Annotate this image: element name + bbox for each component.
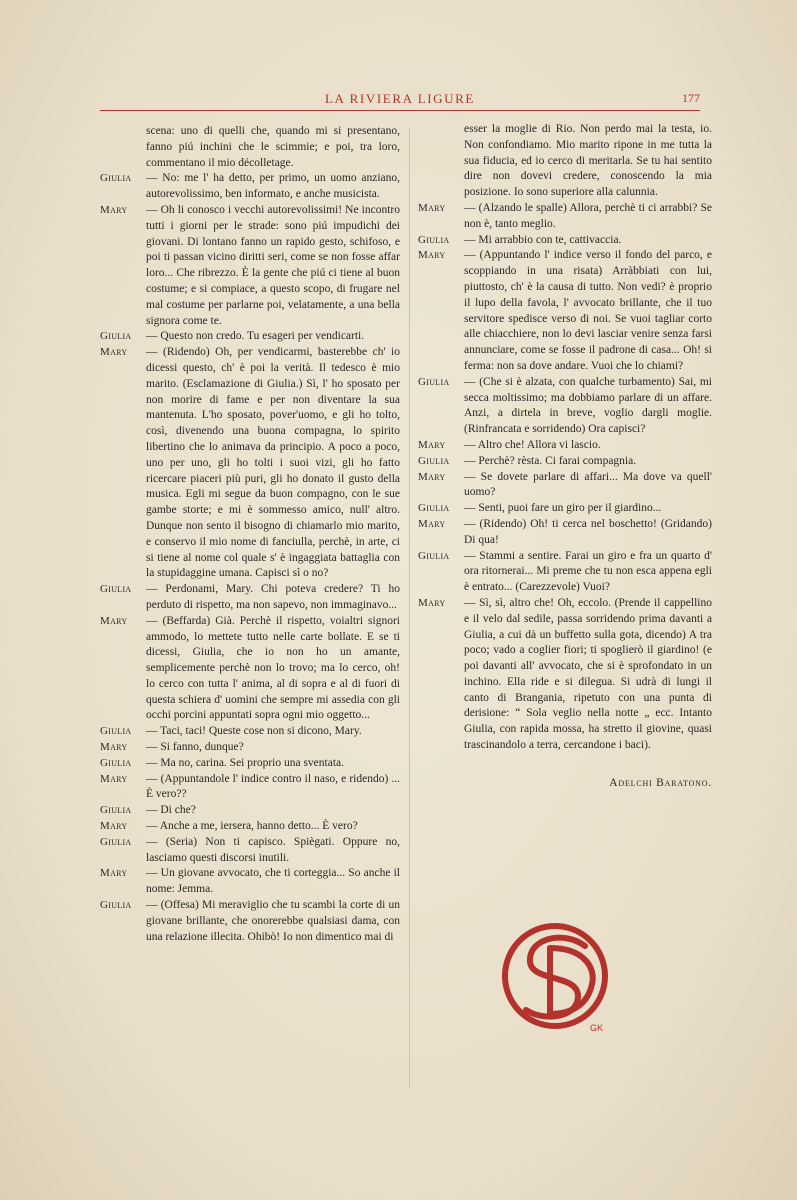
speech-text: — Sì, sì, altro che! Oh, eccolo. (Prende il cappellino e il velo dal sedile, passa sorridendo prima davanti a Giulia, a cui dà un buffetto sulla gota, dicendo) A tra poco; vado a coglier fiori; ti spoglierò il giardino! (e poi davanti all' avvocato, che si è sprofondato in un inchino. Ella ride e si dilegua. Si udrà di lungi il canto di Brangania, ripetuto con una punta di derisione: “ Sola veglio nella notte „ ecc. Intanto Giulia, con rapida mossa, ha stretto il giovine, quasi trascinandolo a terra, cercandone i baci). [464, 596, 712, 752]
speech-text: — (Beffarda) Già. Perchè il rispetto, voialtri signori ammodo, lo mettete tutto nelle carte bollate. E se ti dicessi, Giulia, che io non ho un amante, semplicemente perchè non lo trovo; ma lo cerco, oh! lo cerco con tutta l' anima, al di sopra e al di fuori di questa schiera d' uomini che sempre mi assedia con gli occhi porcini appuntati sopra ogni mio oggetto... [146, 614, 400, 722]
dialogue-turn [418, 122, 712, 201]
speaker-name: Mary [418, 517, 446, 530]
speech-text: — (Alzando le spalle) Allora, perchè ti ci arrabbi? Se non è, tanto meglio. [464, 201, 712, 230]
speaker-name: Giulia [100, 172, 132, 185]
speech-text: — Oh li conosco i vecchi autorevolissimi! Ne incontro tutti i giorni per le strade: sono piú impudichi dei giovani. Di lontano fanno un rapido gesto, schifoso, e poi ti passan vicino diritti seri, come se non fosse affar loro... Che ribrezzo. È la gente che piú ci tiene al buon costume; e si compiace, a questo scopo, di frugare nel mal costume per parlarne poi, velatamente, a una bella signora come te. [146, 203, 400, 327]
speech-text: — Anche a me, iersera, hanno detto... È vero? [146, 820, 358, 833]
running-title: LA RIVIERA LIGURE [325, 91, 475, 106]
dialogue-turn [100, 203, 400, 329]
speech-text: — Questo non credo. Tu esageri per vendicarti. [146, 330, 365, 343]
page-number: 177 [682, 91, 700, 105]
speech-text: — Perchè? rèsta. Ci farai compagnia. [464, 454, 637, 467]
speaker-name: Mary [100, 346, 128, 359]
speech-text: scena: uno di quelli che, quando mi si presentano, fanno piú inchini che le scimmie; e poi, tra loro, commentano il mio décolletage. [146, 125, 400, 169]
speech-text: — Ma no, carina. Sei proprio una sventata. [146, 756, 344, 769]
speech-text: — (Che si è alzata, con qualche turbamento) Sai, mi secca moltissimo; ma dobbiamo parlare di un affare. Anzi, a dirtela in breve, voglio dargli moglie. (Rinfrancata e sorridendo) Ora capisci? [464, 375, 712, 436]
speaker-name: Mary [418, 470, 446, 483]
speech-text: — Taci, taci! Queste cose non si dicono, Mary. [146, 725, 362, 738]
speech-text: — (Seria) Non ti capisco. Spiègati. Oppure no, lasciamo questi discorsi inutili. [146, 835, 400, 864]
dialogue-turn [100, 329, 400, 345]
speaker-name: Giulia [418, 375, 450, 388]
ornament-monogram: GK [590, 1023, 604, 1033]
speaker-name: Giulia [100, 330, 132, 343]
speaker-name: Mary [418, 201, 446, 214]
speech-text: — Perdonami, Mary. Chi poteva credere? Ti ho perduto di rispetto, ma non sapevo, non immaginavo... [146, 583, 400, 611]
column-divider [409, 128, 410, 1088]
dialogue-turn [100, 345, 400, 582]
dialogue-turn [100, 819, 400, 835]
speech-text: esser la moglie di Rio. Non perdo mai la testa, io. Non confondiamo. Mio marito ripone in me tutta la sua fiducia, ed io cerco di meritarla. Se tu hai sentito dire non dovevi credere, conoscendo la mia posizione. Io sono superiore alla calunnia. [464, 123, 712, 199]
dialogue-turn [418, 549, 712, 596]
right-column [418, 122, 712, 792]
dialogue-turn [100, 614, 400, 725]
dialogue-turn [418, 248, 712, 374]
speaker-name: Mary [100, 772, 128, 785]
speaker-name: Mary [100, 203, 128, 216]
speech-text: — Altro che! Allora vi lascio. [464, 438, 601, 451]
dialogue-turn [100, 724, 400, 740]
dialogue-turn [418, 454, 712, 470]
speaker-name: Giulia [100, 725, 132, 738]
speech-text: — Si fanno, dunque? [146, 741, 244, 754]
dialogue-turn [418, 470, 712, 502]
speaker-name: Giulia [418, 454, 450, 467]
right-column-turns [418, 122, 712, 754]
dialogue-turn [418, 501, 712, 517]
speaker-name: Mary [100, 614, 128, 627]
left-column [100, 124, 400, 945]
dialogue-turn [100, 582, 400, 614]
speech-text: — (Offesa) Mi meraviglio che tu scambi la corte di un giovane brillante, che onorerebbe qualsiasi dama, con una relazione illecita. Ohibò! Io non dimentico mai di [146, 899, 400, 943]
speaker-name: Mary [418, 249, 446, 262]
dialogue-turn [100, 756, 400, 772]
speaker-name: Mary [100, 741, 128, 754]
speech-text: — Se dovete parlare di affari... Ma dove va quell' uomo? [464, 470, 712, 499]
speaker-name: Giulia [100, 756, 132, 769]
dialogue-turn [100, 866, 400, 898]
dialogue-turn [418, 233, 712, 249]
speaker-name: Giulia [418, 233, 450, 246]
speech-text: — Un giovane avvocato, che ti corteggia... So anche il nome: Jemma. [146, 867, 400, 896]
dialogue-turn [418, 596, 712, 754]
dialogue-turn [100, 803, 400, 819]
speaker-name: Mary [418, 596, 446, 609]
speech-text: — Mi arrabbio con te, cattivaccia. [464, 233, 622, 246]
speaker-name: Mary [418, 438, 446, 451]
speech-text: — Senti, puoi fare un giro per il giardino... [464, 502, 662, 515]
speaker-name: Giulia [418, 502, 450, 515]
header-rule [100, 110, 700, 111]
speech-text: — Di che? [146, 804, 196, 817]
speech-text: — (Appuntando l' indice verso il fondo del parco, e scoppiando in una risata) Arràbbiati con lui, piuttosto, ch' è la causa di tutto. Non vedi? è proprio il lupo della favola, l' avvocato brillante, che il tuo servitore spedisce verso di noi. Se vuoi tagliar corto alle chiacchiere, non lo devi lasciar venire senza farsi annunciare, come se fosse il padrone di casa... Oh! si ferma: non sa dove andare. Vuoi che lo chiami? [464, 249, 712, 372]
dialogue-turn [100, 772, 400, 804]
speaker-name: Giulia [100, 835, 132, 848]
dialogue-turn [100, 124, 400, 171]
dialogue-turn [100, 898, 400, 945]
speech-text: — Stammi a sentire. Farai un giro e fra un quarto d' ora ritornerai... Mi preme che tu non esca appena egli è entrato... (Carezzevole) Vuoi? [464, 549, 712, 594]
speech-text: — No: me l' ha detto, per primo, un uomo anziano, autorevolissimo, ben informato, e anche musicista. [146, 172, 400, 201]
speech-text: — (Appuntandole l' indice contro il naso, e ridendo) ... È vero?? [146, 772, 400, 801]
sd-monogram-ornament-icon [492, 918, 618, 1038]
speech-text: — (Ridendo) Oh, per vendicarmi, basterebbe ch' io dicessi questo, ch' è poi la verità. Il tedesco è mio marito. (Esclamazione di Giulia.) Sì, l' ho sposato per non morire di fame e per non diventare la sua mantenuta. L'ho sposato, pover'uomo, e gli ho tolto, così, divenendo una buona compagna, lo spirito libertino che lo animava da principio. A poco a poco, uno per uno, gli ho tolti i suoi vizi, gli ho fatto ricercare piaceri più puri, gli ho donato il gusto della musica. Egli mi segue da buon compagno, con le sue gambe storte; e mi è sommesso amico, null' altro. Dunque non sento il bisogno di chiamarlo mio marito, e conservo il mio nome di fanciulla, perchè, in arte, ci si tiene al nome col quale s' è ingaggiata battaglia con la stupidaggine umana. Capisci sì o no? [146, 346, 400, 580]
speaker-name: Mary [100, 820, 128, 833]
dialogue-turn [418, 375, 712, 438]
speaker-name: Giulia [100, 899, 132, 912]
dialogue-turn [418, 201, 712, 233]
speaker-name: Giulia [100, 583, 132, 596]
speaker-name: Giulia [100, 804, 132, 817]
speech-text: — (Ridendo) Oh! ti cerca nel boschetto! (Gridando) Di qua! [464, 517, 712, 546]
speaker-name: Mary [100, 867, 128, 880]
author-signature: Adelchi Baratono. [609, 776, 712, 789]
dialogue-turn [100, 740, 400, 756]
dialogue-turn [418, 438, 712, 454]
speaker-name: Giulia [418, 549, 450, 562]
dialogue-turn [418, 517, 712, 549]
dialogue-turn [100, 171, 400, 203]
dialogue-turn [100, 835, 400, 867]
